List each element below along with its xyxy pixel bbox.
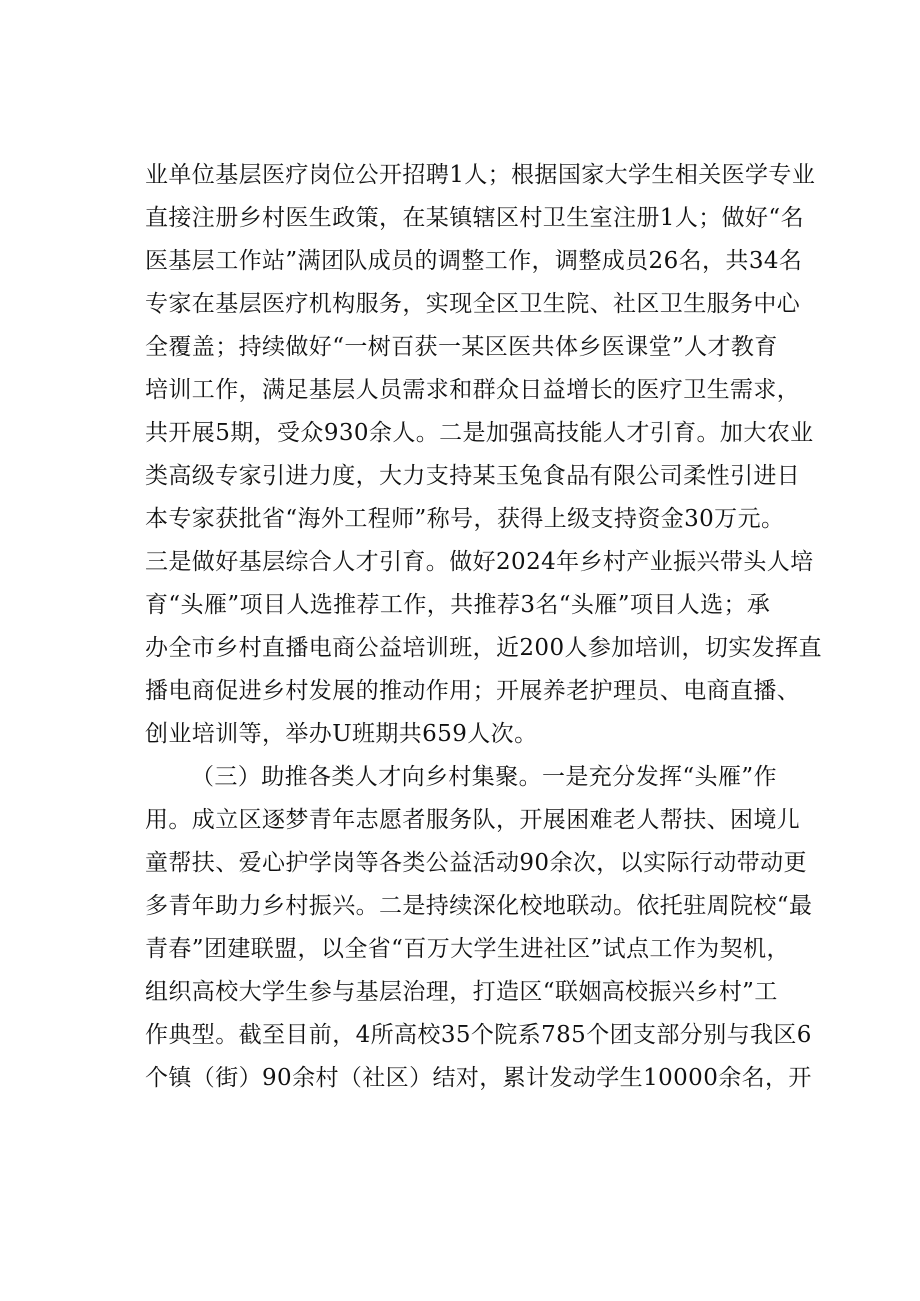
text-line: 个镇（街）90余村（社区）结对，累计发动学生10000余名，开 (145, 1065, 812, 1091)
text-line: 播电商促进乡村发展的推动作用；开展养老护理员、电商直播、 (145, 678, 801, 704)
text-line: 用。成立区逐梦青年志愿者服务队，开展困难老人帮扶、困境儿 (145, 807, 801, 833)
text-line: 共开展5期，受众930余人。二是加强高技能人才引育。加大农业 (145, 420, 814, 446)
text-line: 类高级专家引进力度，大力支持某玉兔食品有限公司柔性引进日 (145, 463, 801, 489)
text-line: 本专家获批省“海外工程师”称号，获得上级支持资金30万元。 (145, 506, 785, 532)
body-text (145, 154, 822, 1100)
text-line: 业单位基层医疗岗位公开招聘1人；根据国家大学生相关医学专业 (145, 162, 816, 188)
text-line: 青春”团建联盟，以全省“百万大学生进社区”试点工作为契机， (145, 936, 790, 962)
text-line: 专家在基层医疗机构服务，实现全区卫生院、社区卫生服务中心 (145, 291, 801, 317)
text-line: 医基层工作站”满团队成员的调整工作，调整成员26名，共34名 (145, 248, 803, 274)
text-line: 作典型。截至目前，4所高校35个院系785个团支部分别与我区6 (145, 1022, 812, 1048)
text-line: 办全市乡村直播电商公益培训班，近200人参加培训，切实发挥直 (145, 635, 822, 661)
text-line: 童帮扶、爱心护学岗等各类公益活动90余次，以实际行动带动更 (145, 850, 807, 876)
text-line: 直接注册乡村医生政策，在某镇辖区村卫生室注册1人；做好“名 (145, 205, 804, 231)
section-heading-line: （三）助推各类人才向乡村集聚。一是充分发挥“头雁”作 (191, 764, 777, 790)
text-line: 全覆盖；持续做好“一树百获一某区医共体乡医课堂”人才教育 (145, 334, 778, 360)
text-line: 多青年助力乡村振兴。二是持续深化校地联动。依托驻周院校“最 (145, 893, 813, 919)
text-line: 育“头雁”项目人选推荐工作，共推荐3名“头雁”项目人选；承 (145, 592, 771, 618)
text-line: 组织高校大学生参与基层治理，打造区“联姻高校振兴乡村”工 (145, 979, 778, 1005)
text-line: 三是做好基层综合人才引育。做好2024年乡村产业振兴带头人培 (145, 549, 814, 575)
text-line: 创业培训等，举办U班期共659人次。 (145, 721, 538, 747)
text-line: 培训工作，满足基层人员需求和群众日益增长的医疗卫生需求， (145, 377, 801, 403)
